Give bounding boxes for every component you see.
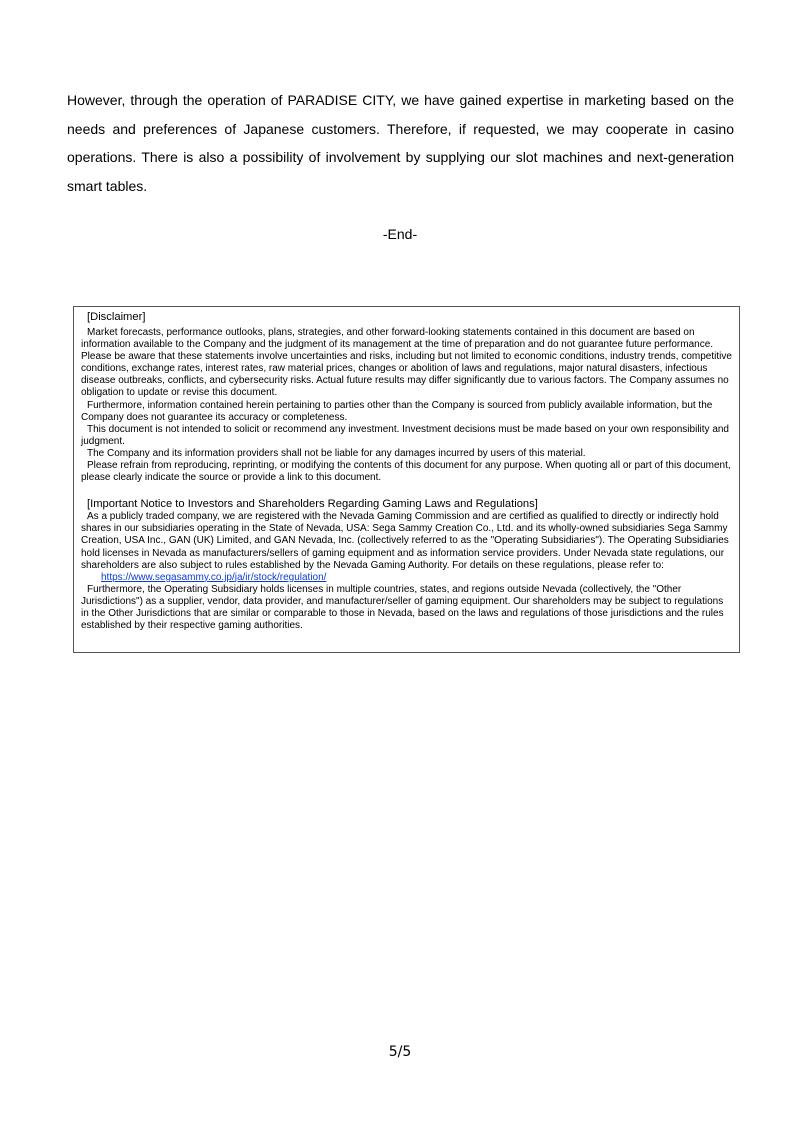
gaming-notice-paragraph-nevada: As a publicly traded company, we are registered with the Nevada Gaming Commission and are certified as qualified to directly or indirectly hold shares in our subsidiaries operating in the State of Nevada, USA: Sega Sammy Creation Co., Ltd. and its wholly-owned subsidiaries Sega Sammy Creation, USA Inc., GAN (UK) Limited, and GAN Nevada, Inc. (collectively referred to as the "Operating Subsidiaries"). The Operating Subsidiaries hold licenses in Nevada as manufacturers/sellers of gaming equipment and as information service providers. Under Nevada state regulations, our shareholders are also subject to rules established by the Nevada Gaming Authority. For details on these regulations, please refer to: xyxy=(81,511,729,571)
gaming-notice-heading: [Important Notice to Investors and Shareholders Regarding Gaming Laws and Regulations] xyxy=(87,498,538,511)
end-marker: -End- xyxy=(382,226,418,242)
gaming-notice-paragraph-other-jurisdictions: Furthermore, the Operating Subsidiary holds licenses in multiple countries, states, and regions outside Nevada (collectively, the "Other Jurisdictions") as a supplier, vendor, data provider, and manufacturer/seller of gaming equipment. Our shareholders may be subject to regulations in the Other Jurisdictions that are similar or comparable to those in Nevada, based on the laws and regulations of those jurisdictions and the rules established by their respective gaming authorities. xyxy=(81,583,724,632)
disclaimer-paragraph-no-solicitation: This document is not intended to solicit or recommend any investment. Investment decisions must be made based on your own responsibility and judgment. xyxy=(81,423,729,447)
body-paragraph: However, through the operation of PARADISE CITY, we have gained expertise in marketing based on the needs and preferences of Japanese customers. Therefore, if requested, we may cooperate in casino operations. There is also a possibility of involvement by supplying our slot machines and next-generation smart tables. xyxy=(67,92,734,194)
disclaimer-heading: [Disclaimer] xyxy=(87,311,146,323)
regulation-link[interactable]: https://www.segasammy.co.jp/ja/ir/stock/regulation/ xyxy=(101,571,327,583)
disclaimer-paragraph-reproduction: Please refrain from reproducing, reprinting, or modifying the contents of this document for any purpose. When quoting all or part of this document, please clearly indicate the source or provide a link to this document. xyxy=(81,460,731,484)
disclaimer-paragraph-liability: The Company and its information providers shall not be liable for any damages incurred by users of this material. xyxy=(87,447,586,459)
page-number: 5/5 xyxy=(388,1044,412,1060)
disclaimer-paragraph-third-party-info: Furthermore, information contained herein pertaining to parties other than the Company is sourced from publicly available information, but the Company does not guarantee its accuracy or completeness. xyxy=(81,399,713,423)
disclaimer-paragraph-forward-looking: Market forecasts, performance outlooks, plans, strategies, and other forward-looking statements contained in this document are based on information available to the Company and the judgment of its management at the time of preparation and do not guarantee future performance. Please be aware that these statements involve uncertainties and risks, including but not limited to economic conditions, industry trends, competitive conditions, exchange rates, interest rates, raw material prices, changes or abolition of laws and regulations, major natural disasters, infectious disease outbreaks, conflicts, and cybersecurity risks. Actual future results may differ significantly due to various factors. The Company assumes no obligation to update or revise this document. xyxy=(81,327,732,399)
disclaimer-box xyxy=(73,306,740,653)
